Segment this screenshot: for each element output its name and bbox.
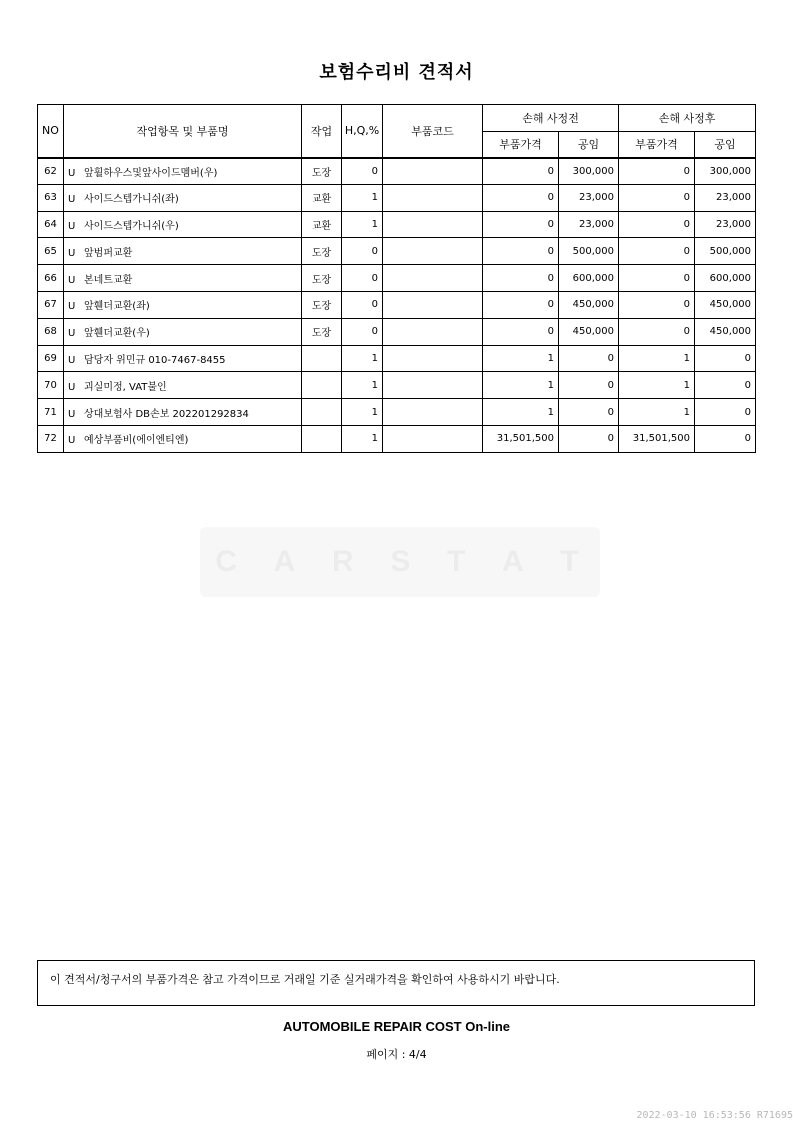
row-item-name: 담당자 위민규 010-7467-8455 — [84, 354, 226, 366]
row-hq: 0 — [342, 158, 383, 185]
row-flag: U — [68, 194, 76, 206]
row-no: 62 — [38, 158, 64, 185]
row-work: 도장 — [302, 158, 342, 185]
header-work: 작업 — [302, 105, 342, 158]
table-row — [38, 158, 756, 185]
row-work — [302, 372, 342, 399]
row-before-labor: 450,000 — [559, 318, 619, 345]
row-hq: 1 — [342, 372, 383, 399]
header-code: 부품코드 — [383, 105, 483, 158]
watermark-logo — [200, 527, 600, 597]
row-item-name: 앞휠하우스및앞사이드멤버(우) — [84, 167, 218, 179]
row-flag: U — [68, 274, 76, 286]
row-flag: U — [68, 354, 76, 366]
table-row — [38, 399, 756, 426]
row-no: 67 — [38, 291, 64, 318]
row-no: 71 — [38, 399, 64, 426]
row-hq: 1 — [342, 345, 383, 372]
row-item-name: 예상부품비(에이엔티엔) — [84, 435, 189, 447]
row-item-name: 앞범퍼교환 — [84, 247, 133, 259]
row-item — [64, 184, 302, 211]
row-no: 72 — [38, 425, 64, 452]
row-before-part: 0 — [483, 318, 559, 345]
row-before-part: 0 — [483, 265, 559, 292]
row-after-part: 31,501,500 — [619, 425, 695, 452]
row-item — [64, 372, 302, 399]
row-item — [64, 158, 302, 185]
row-code — [383, 184, 483, 211]
row-flag: U — [68, 328, 76, 340]
row-before-labor: 0 — [559, 399, 619, 426]
row-code — [383, 345, 483, 372]
row-before-labor: 450,000 — [559, 291, 619, 318]
table-row — [38, 345, 756, 372]
row-work: 교환 — [302, 211, 342, 238]
row-before-part: 31,501,500 — [483, 425, 559, 452]
table-row — [38, 184, 756, 211]
row-no: 68 — [38, 318, 64, 345]
row-after-part: 1 — [619, 345, 695, 372]
row-flag: U — [68, 408, 76, 420]
header-item: 작업항목 및 부품명 — [64, 105, 302, 158]
row-before-part: 0 — [483, 291, 559, 318]
row-before-part: 0 — [483, 158, 559, 185]
watermark-letter: C — [215, 545, 243, 578]
watermark-letter: A — [501, 545, 530, 578]
row-item — [64, 238, 302, 265]
row-after-labor: 500,000 — [695, 238, 756, 265]
footer-title: AUTOMOBILE REPAIR COST On-line — [282, 1019, 511, 1034]
price-notice — [37, 960, 755, 1006]
row-after-part: 0 — [619, 184, 695, 211]
header-no: NO — [38, 105, 64, 158]
row-hq: 0 — [342, 291, 383, 318]
table-row — [38, 265, 756, 292]
row-work: 도장 — [302, 265, 342, 292]
page-number: 페이지 : 4/4 — [366, 1048, 427, 1061]
row-before-labor: 500,000 — [559, 238, 619, 265]
row-code — [383, 158, 483, 185]
watermark-letter: R — [331, 545, 360, 578]
header-after-group: 손해 사정후 — [619, 105, 756, 132]
table-row — [38, 211, 756, 238]
row-after-labor: 0 — [695, 399, 756, 426]
row-item-name: 사이드스텝가니쉬(좌) — [84, 194, 179, 206]
row-hq: 1 — [342, 425, 383, 452]
row-code — [383, 318, 483, 345]
row-after-part: 0 — [619, 238, 695, 265]
row-flag: U — [68, 301, 76, 313]
header-after-labor: 공임 — [695, 132, 756, 158]
row-before-labor: 0 — [559, 345, 619, 372]
header-hq: H,Q,% — [342, 105, 383, 158]
print-timestamp: 2022-03-10 16:53:56 R71695 — [636, 1110, 793, 1121]
header-after-part-price: 부품가격 — [619, 132, 695, 158]
row-before-labor: 23,000 — [559, 211, 619, 238]
row-code — [383, 238, 483, 265]
row-code — [383, 291, 483, 318]
row-flag: U — [68, 220, 76, 232]
row-hq: 1 — [342, 399, 383, 426]
row-before-part: 0 — [483, 211, 559, 238]
row-work — [302, 425, 342, 452]
row-hq: 0 — [342, 265, 383, 292]
table-row — [38, 372, 756, 399]
row-item — [64, 345, 302, 372]
row-flag: U — [68, 381, 76, 393]
row-after-part: 0 — [619, 291, 695, 318]
row-hq: 0 — [342, 318, 383, 345]
row-item — [64, 425, 302, 452]
document-title: 보험수리비 견적서 — [319, 62, 474, 83]
header-before-part-price: 부품가격 — [483, 132, 559, 158]
row-after-part: 0 — [619, 211, 695, 238]
row-after-labor: 450,000 — [695, 318, 756, 345]
row-code — [383, 265, 483, 292]
row-no: 69 — [38, 345, 64, 372]
row-after-part: 1 — [619, 399, 695, 426]
table-row — [38, 291, 756, 318]
row-item — [64, 318, 302, 345]
row-flag: U — [68, 247, 76, 259]
watermark-letter: A — [273, 545, 302, 578]
row-after-labor: 600,000 — [695, 265, 756, 292]
row-item-name: 앞휀더교환(좌) — [84, 301, 150, 313]
row-after-labor: 0 — [695, 425, 756, 452]
row-no: 65 — [38, 238, 64, 265]
row-before-labor: 0 — [559, 372, 619, 399]
row-item — [64, 265, 302, 292]
row-no: 64 — [38, 211, 64, 238]
row-code — [383, 211, 483, 238]
row-item-name: 본네트교환 — [84, 274, 133, 286]
row-no: 66 — [38, 265, 64, 292]
row-before-part: 1 — [483, 372, 559, 399]
row-after-part: 0 — [619, 158, 695, 185]
row-before-labor: 0 — [559, 425, 619, 452]
row-flag: U — [68, 435, 76, 447]
row-before-part: 1 — [483, 345, 559, 372]
row-after-labor: 0 — [695, 345, 756, 372]
header-before-group: 손해 사정전 — [483, 105, 619, 132]
row-code — [383, 425, 483, 452]
row-item-name: 괴실미정, VAT불인 — [84, 381, 167, 393]
row-before-part: 1 — [483, 399, 559, 426]
watermark-letter: T — [446, 545, 472, 578]
row-after-part: 1 — [619, 372, 695, 399]
row-after-labor: 0 — [695, 372, 756, 399]
estimate-table — [37, 104, 756, 453]
row-after-labor: 23,000 — [695, 184, 756, 211]
watermark-letter: T — [560, 545, 585, 578]
row-flag: U — [68, 167, 76, 179]
row-item — [64, 399, 302, 426]
row-work: 도장 — [302, 318, 342, 345]
row-hq: 0 — [342, 238, 383, 265]
header-before-labor: 공임 — [559, 132, 619, 158]
price-notice-text: 이 견적서/청구서의 부품가격은 참고 가격이므로 거래일 기준 실거래가격을 확인하여 사용하시기 바랍니다. — [50, 973, 560, 986]
row-after-labor: 23,000 — [695, 211, 756, 238]
row-code — [383, 399, 483, 426]
table-body — [38, 158, 756, 453]
row-no: 63 — [38, 184, 64, 211]
row-work — [302, 399, 342, 426]
table-header — [38, 105, 756, 158]
row-no: 70 — [38, 372, 64, 399]
row-before-part: 0 — [483, 238, 559, 265]
row-after-part: 0 — [619, 265, 695, 292]
table-row — [38, 238, 756, 265]
row-item — [64, 211, 302, 238]
row-after-labor: 450,000 — [695, 291, 756, 318]
row-work: 도장 — [302, 291, 342, 318]
row-code — [383, 372, 483, 399]
row-item-name: 앞휀더교환(우) — [84, 328, 150, 340]
row-before-part: 0 — [483, 184, 559, 211]
row-hq: 1 — [342, 211, 383, 238]
row-work: 교환 — [302, 184, 342, 211]
row-hq: 1 — [342, 184, 383, 211]
row-item — [64, 291, 302, 318]
row-before-labor: 23,000 — [559, 184, 619, 211]
row-item-name: 사이드스텝가니쉬(우) — [84, 220, 179, 232]
row-after-part: 0 — [619, 318, 695, 345]
table-row — [38, 318, 756, 345]
row-work: 도장 — [302, 238, 342, 265]
row-before-labor: 600,000 — [559, 265, 619, 292]
watermark-letter: S — [390, 545, 417, 578]
row-after-labor: 300,000 — [695, 158, 756, 185]
table-row — [38, 425, 756, 452]
row-item-name: 상대보험사 DB손보 202201292834 — [84, 408, 249, 420]
row-before-labor: 300,000 — [559, 158, 619, 185]
row-work — [302, 345, 342, 372]
